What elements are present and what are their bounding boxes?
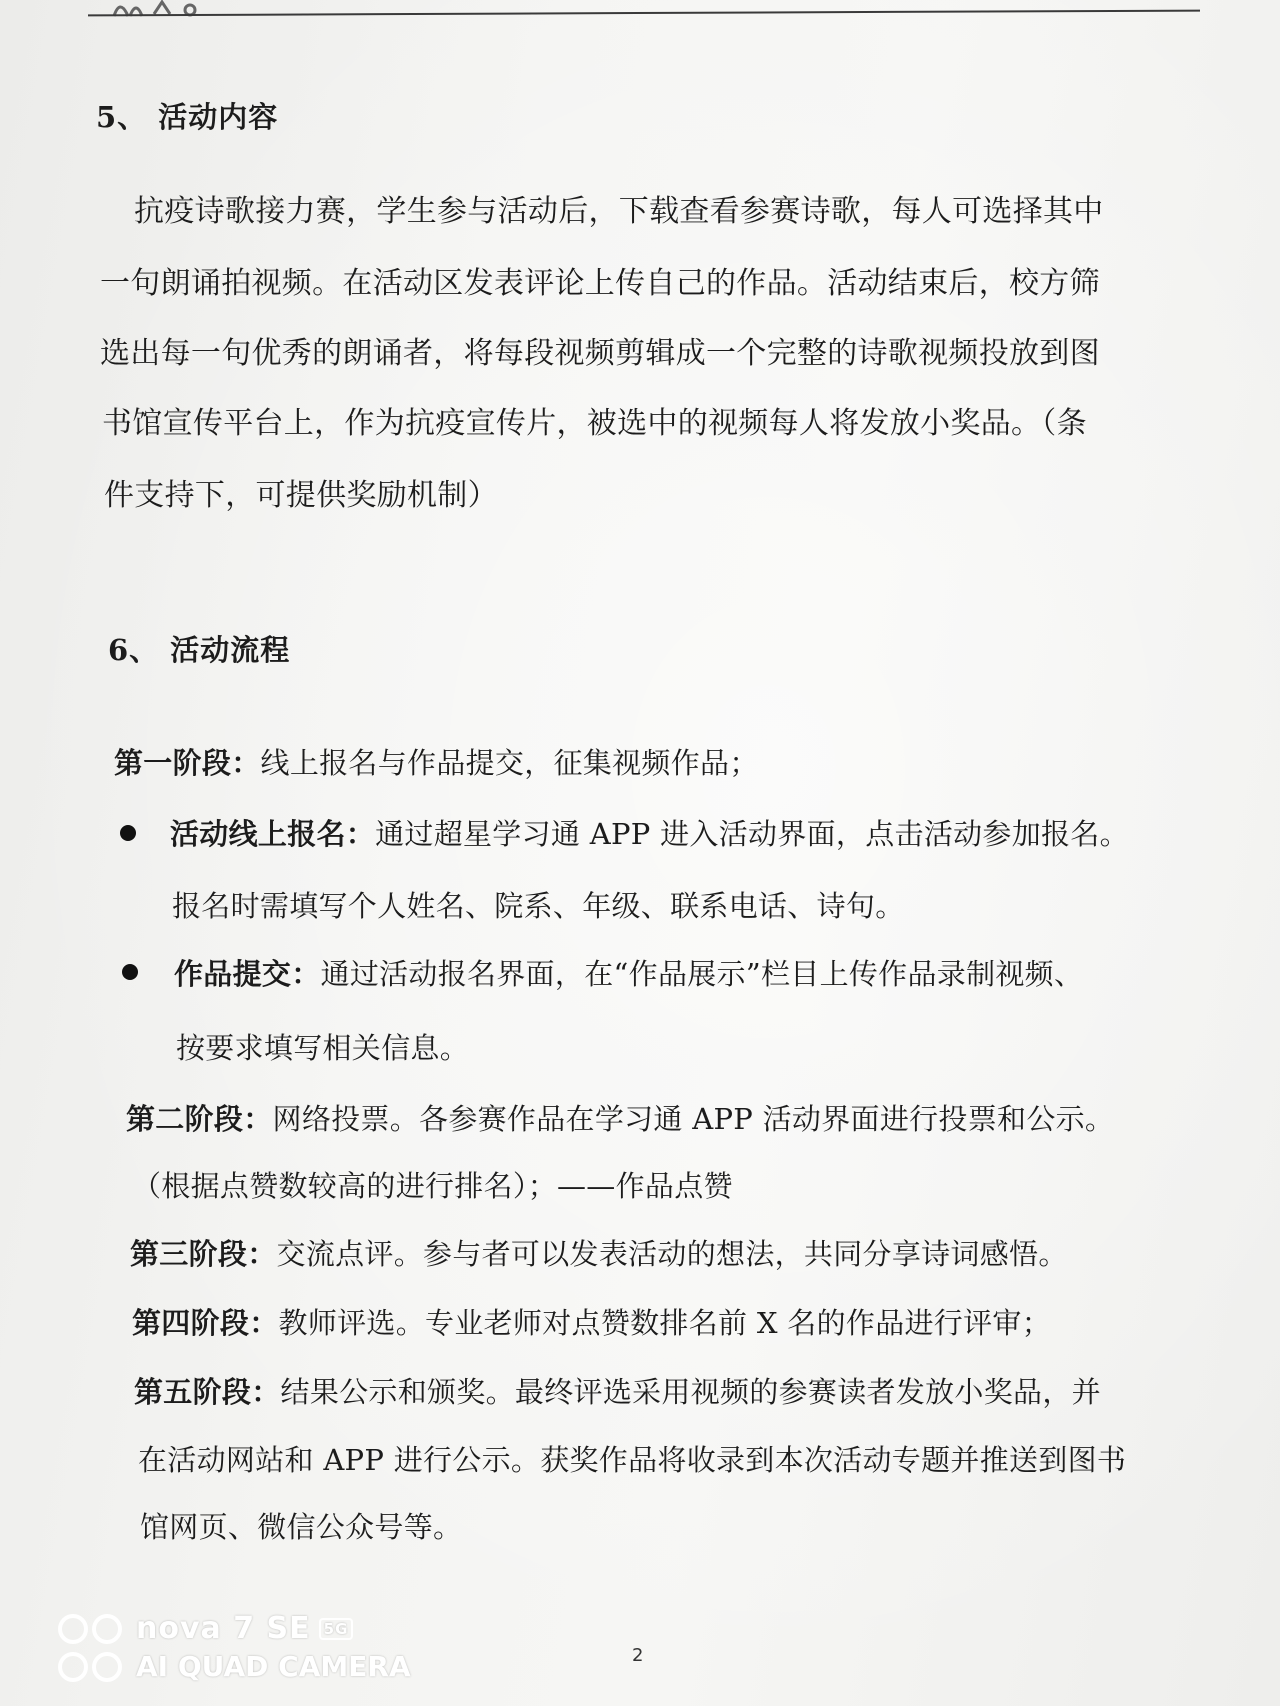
stage1-label: 第一阶段： [114,746,261,780]
section5-line-1: 抗疫诗歌接力赛，学生参与活动后，下载查看参赛诗歌，每人可选择其中 [134,194,1104,229]
page-number: 2 [632,1645,644,1666]
section5-line-4: 书馆宣传平台上，作为抗疫宣传片，被选中的视频每人将发放小奖品。（条 [102,406,1087,441]
stage3-text: 交流点评。参与者可以发表活动的想法，共同分享诗词感悟。 [276,1237,1068,1271]
stage4-text: 教师评选。专业老师对点赞数排名前 X 名的作品进行评审； [278,1306,1051,1340]
stage2-line [126,1097,1114,1138]
stage1-text: 线上报名与作品提交，征集视频作品； [260,746,759,780]
section5-line-5: 件支持下，可提供奖励机制） [104,478,498,513]
section6-title: 6、 活动流程 [108,633,291,667]
bullet-1-text: 通过超星学习通 APP 进入活动界面，点击活动参加报名。 [375,817,1129,851]
bullet-dot-icon [120,825,136,841]
section5-line-3: 选出每一句优秀的朗诵者，将每段视频剪辑成一个完整的诗歌视频投放到图 [100,336,1100,371]
stage5-text: 结果公示和颁奖。最终评选采用视频的参赛读者发放小奖品，并 [280,1375,1101,1409]
camera-line2-text: AI QUAD CAMERA [136,1650,411,1683]
bullet-1-line [170,812,1129,853]
bullet-2-line [174,952,1083,993]
header-rule [88,10,1200,17]
bullet-2-cont: 按要求填写相关信息。 [176,1031,470,1065]
camera-watermark-model [58,1611,353,1646]
bullet-dot-icon [122,964,138,980]
stage4-label: 第四阶段： [132,1306,279,1340]
stage2-label: 第二阶段： [126,1102,273,1136]
stage5-line [134,1370,1101,1411]
camera-model-text: nova 7 SE [136,1611,311,1646]
camera-rings-icon [58,1614,122,1644]
bullet-2-text: 通过活动报名界面，在“作品展示”栏目上传作品录制视频、 [320,957,1084,991]
stage5-cont-1: 在活动网站和 APP 进行公示。获奖作品将收录到本次活动专题并推送到图书 [138,1443,1127,1477]
camera-rings-icon [58,1652,122,1682]
bullet-1-cont: 报名时需填写个人姓名、院系、年级、联系电话、诗句。 [172,889,905,923]
stage3-label: 第三阶段： [130,1237,277,1271]
section5-title: 5、 活动内容 [96,100,279,134]
stage5-cont-2: 馆网页、微信公众号等。 [140,1510,463,1544]
bullet-2-label: 作品提交： [174,957,321,991]
stage2-cont: （根据点赞数较高的进行排名）；——作品点赞 [132,1169,733,1203]
section5-line-2: 一句朗诵拍视频。在活动区发表评论上传自己的作品。活动结束后，校方筛 [100,266,1100,301]
stage1-line [114,741,759,782]
stage3-line [130,1232,1068,1273]
bullet-1-label: 活动线上报名： [170,817,376,851]
stage4-line [132,1301,1051,1342]
camera-5g-badge: 5G [319,1618,354,1640]
stage2-text: 网络投票。各参赛作品在学习通 APP 活动界面进行投票和公示。 [272,1102,1115,1136]
camera-watermark-line2 [58,1650,411,1683]
stage5-label: 第五阶段： [134,1375,281,1409]
